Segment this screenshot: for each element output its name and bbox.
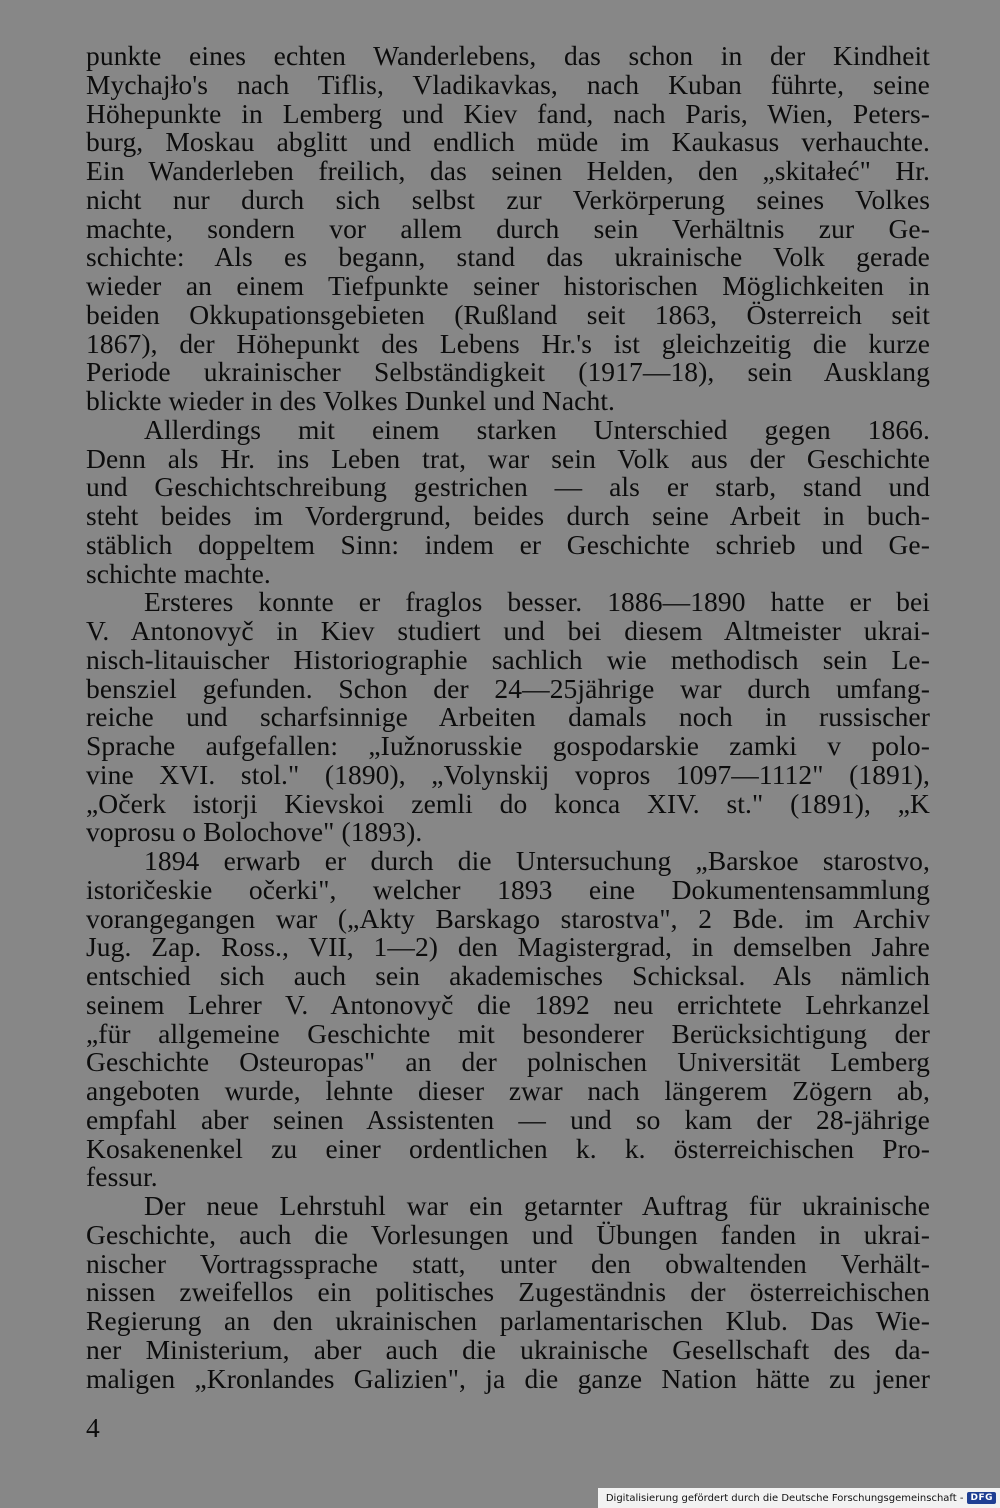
digitization-footer (598, 1488, 1000, 1508)
text-line: Sprache aufgefallen: „Iužnorusskie gospodarskie zamki v polo- (86, 730, 930, 761)
text-line: istoričeskie očerki", welcher 1893 eine Dokumentensammlung (86, 873, 930, 905)
paragraph (86, 588, 930, 847)
text-line: vine XVI. stol." (1890), „Volynskij vopros 1097—1112" (1891), (86, 758, 930, 790)
text-line: bensziel gefunden. Schon der 24—25jährige war durch umfang- (86, 672, 930, 704)
text-line: burg, Moskau abglitt und endlich müde im Kaukasus verhauchte. (86, 126, 930, 158)
text-line: schichte machte. (86, 557, 271, 589)
text-line: stäblich doppeltem Sinn: indem er Geschichte schrieb und Ge- (86, 528, 930, 560)
text-line: empfahl aber seinen Assistenten — und so kam der 28-jährige (86, 1103, 930, 1135)
text-line: entschied sich auch sein akademisches Schicksal. Als nämlich (86, 960, 930, 991)
text-line: Ein Wanderleben freilich, das seinen Helden, den „skitałeć" Hr. (86, 155, 930, 186)
text-line: ner Ministerium, aber auch die ukrainische Gesellschaft des da- (86, 1333, 930, 1365)
text-line: Jug. Zap. Ross., VII, 1—2) den Magistergrad, in demselben Jahre (86, 931, 930, 963)
text-line: nicht nur durch sich selbst zur Verkörperung seines Volkes (86, 183, 930, 215)
text-line: vorangegangen war („Akty Barskago starostva", 2 Bde. im Archiv (86, 902, 930, 934)
text-line: punkte eines echten Wanderlebens, das schon in der Kindheit (86, 40, 930, 71)
text-line: nischer Vortragssprache statt, unter den obwaltenden Verhält- (86, 1247, 930, 1279)
document-body (86, 42, 930, 1393)
text-line: und Geschichtschreibung gestrichen — als er starb, stand und (86, 471, 930, 503)
text-line: Denn als Hr. ins Leben trat, war sein Volk aus der Geschichte (86, 442, 930, 474)
text-line: Ersteres konnte er fraglos besser. 1886—1890 hatte er bei (144, 586, 930, 618)
text-line: Der neue Lehrstuhl war ein getarnter Auftrag für ukrainische (144, 1190, 930, 1221)
text-line: nissen zweifellos ein politisches Zugeständnis der österreichischen (86, 1276, 930, 1308)
paragraph (86, 42, 930, 416)
footer-credit-text: Digitalisierung gefördert durch die Deutsche Forschungsgemeinschaft - (605, 1492, 964, 1504)
text-line: blickte wieder in des Volkes Dunkel und Nacht. (86, 385, 616, 416)
text-line: Regierung an den ukrainischen parlamentarischen Klub. Das Wie- (86, 1305, 930, 1336)
text-line: schichte: Als es begann, stand das ukrainische Volk gerade (86, 241, 930, 273)
text-line: Periode ukrainischer Selbständigkeit (1917—18), sein Ausklang (86, 356, 930, 388)
text-line: machte, sondern vor allem durch sein Verhältnis zur Ge- (86, 212, 930, 244)
text-line: V. Antonovyč in Kiev studiert und bei diesem Altmeister ukrai- (86, 615, 930, 646)
paragraph (86, 1192, 930, 1393)
paragraph (86, 413, 930, 589)
text-line: „für allgemeine Geschichte mit besonderer Berücksichtigung der (86, 1017, 930, 1049)
text-line: Höhepunkte in Lemberg und Kiev fand, nach Paris, Wien, Peters- (86, 97, 930, 129)
text-line: steht beides im Vordergrund, beides durch seine Arbeit in buch- (86, 500, 930, 531)
text-line: 1894 erwarb er durch die Untersuchung „Barskoe starostvo, (144, 845, 930, 876)
dfg-logo-icon: DFG (967, 1492, 996, 1504)
text-line: Geschichte, auch die Vorlesungen und Übungen fanden in ukrai- (86, 1218, 930, 1250)
text-line: beiden Okkupationsgebieten (Rußland seit 1863, Österreich seit (86, 298, 930, 330)
text-line: wieder an einem Tiefpunkte seiner historischen Möglichkeiten in (86, 270, 930, 301)
text-line: „Očerk istorji Kievskoi zemli do konca XIV. st." (1891), „K (86, 787, 930, 819)
text-line: Geschichte Osteuropas" an der polnischen Universität Lemberg (86, 1046, 930, 1078)
text-line: reiche und scharfsinnige Arbeiten damals noch in russischer (86, 701, 930, 733)
text-line: voprosu o Bolochove" (1893). (86, 816, 423, 848)
text-line: Allerdings mit einem starken Unterschied gegen 1866. (144, 413, 930, 445)
text-line: fessur. (86, 1161, 158, 1193)
text-line: seinem Lehrer V. Antonovyč die 1892 neu errichtete Lehrkanzel (86, 988, 930, 1020)
text-line: Mychajło's nach Tiflis, Vladikavkas, nach Kuban führte, seine (86, 68, 930, 100)
text-line: Kosakenenkel zu einer ordentlichen k. k. österreichischen Pro- (86, 1132, 930, 1164)
text-line: 1867), der Höhepunkt des Lebens Hr.'s ist gleichzeitig die kurze (86, 327, 930, 359)
text-line: angeboten wurde, lehnte dieser zwar nach längerem Zögern ab, (86, 1075, 930, 1106)
text-line: maligen „Kronlandes Galizien", ja die ganze Nation hätte zu jener (86, 1362, 930, 1394)
paragraph (86, 847, 930, 1192)
text-line: nisch-litauischer Historiographie sachlich wie methodisch sein Le- (86, 643, 930, 675)
page-number: 4 (86, 1412, 100, 1443)
